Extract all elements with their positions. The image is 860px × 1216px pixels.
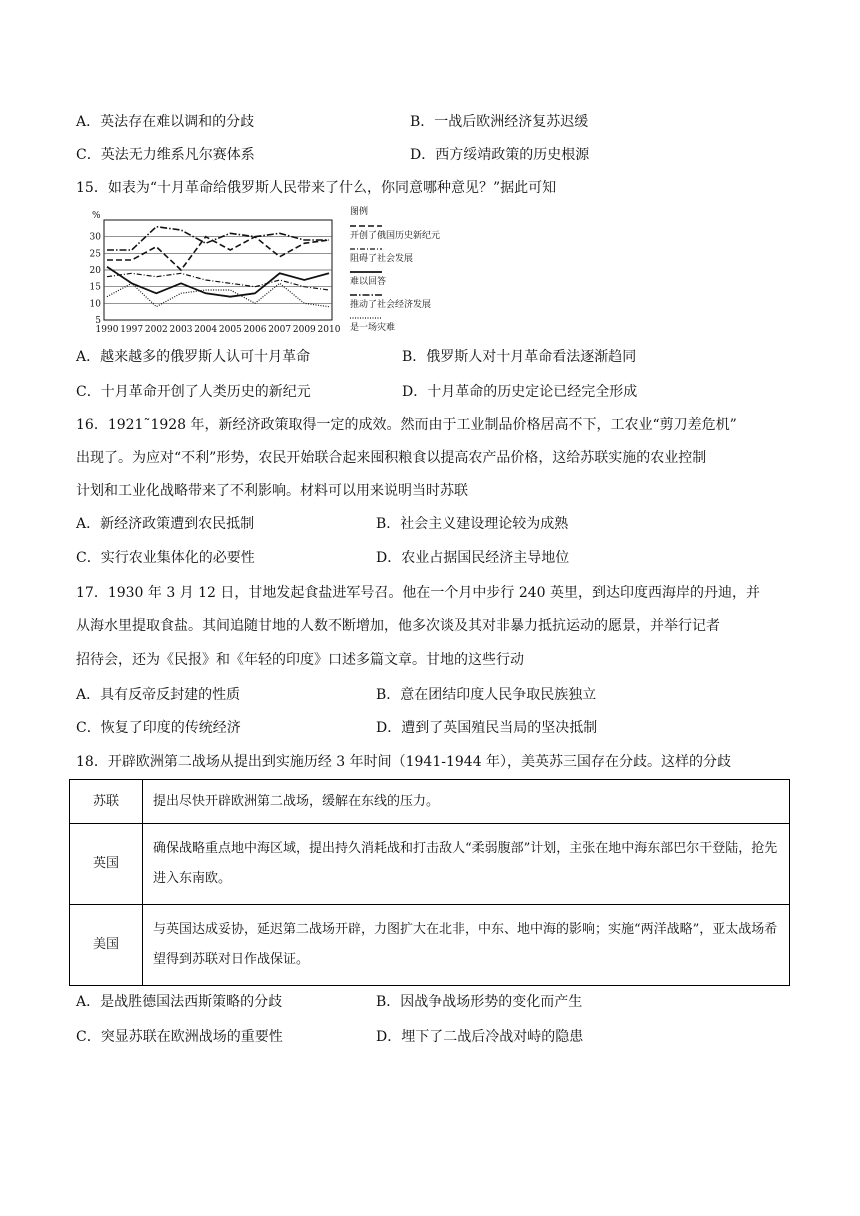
legend-item-5: [350, 313, 490, 336]
legend-label-2: 阻碍了社会发展: [350, 254, 414, 264]
table-cell-country: 苏联: [70, 780, 143, 824]
x-tick-label: 2009: [292, 325, 316, 335]
q17-option-b: B．意在团结印度人民争取民族独立: [376, 687, 597, 703]
q15-option-d: D．十月革命的历史定论已经完全形成: [402, 384, 638, 400]
q17-line-2: 从海水里提取食盐。其间追随甘地的人数不断增加，他多次谈及其对非暴力抵抗运动的愿景，并举行记者: [76, 618, 720, 634]
q17-option-c: C．恢复了印度的传统经济: [76, 720, 241, 736]
x-tick-label: 2003: [169, 325, 193, 335]
y-tick-label: 25: [89, 249, 101, 260]
q16-option-d: D．农业占据国民经济主导地位: [376, 550, 570, 566]
legend-label-3: 难以回答: [350, 277, 387, 287]
q18-option-d: D．埋下了二战后冷战对峙的隐患: [376, 1029, 584, 1045]
legend-swatch-dashdot: [350, 244, 440, 254]
chart-svg: [86, 208, 346, 338]
y-tick-label: 15: [89, 282, 101, 293]
q18-option-b: B．因战争战场形势的变化而产生: [376, 994, 583, 1010]
x-tick-label: 1990: [95, 325, 119, 335]
x-tick-label: 2010: [317, 325, 341, 335]
q14-option-b: B．一战后欧洲经济复苏迟缓: [410, 114, 589, 130]
legend-title: 图例: [350, 207, 369, 217]
y-tick-label: 10: [89, 299, 101, 310]
legend-item-1: [350, 221, 490, 244]
q14-option-c: C．英法无力维系凡尔赛体系: [76, 147, 255, 163]
series-line-4: [107, 227, 329, 250]
table-cell-country: 英国: [70, 824, 143, 905]
x-tick-label: 2005: [218, 325, 242, 335]
q15-option-a: A．越来越多的俄罗斯人认可十月革命: [76, 349, 311, 365]
q14-option-a: A．英法存在难以调和的分歧: [76, 114, 255, 130]
q15-option-c: C．十月革命开创了人类历史的新纪元: [76, 384, 311, 400]
legend-swatch-dotted: [350, 313, 440, 323]
table-cell-country: 美国: [70, 905, 143, 986]
legend-label-4: 推动了社会经济发展: [350, 300, 432, 310]
q16-option-b: B．社会主义建设理论较为成熟: [376, 516, 569, 532]
table-cell-text: 提出尽快开辟欧洲第二战场，缓解在东线的压力。: [143, 780, 790, 824]
q18-option-c: C．突显苏联在欧洲战场的重要性: [76, 1029, 283, 1045]
x-tick-label: 2006: [243, 325, 267, 335]
legend-swatch-dashed: [350, 221, 440, 231]
q18-table: [69, 779, 790, 986]
x-tick-label: 1997: [120, 325, 144, 335]
legend-label-1: 开创了俄国历史新纪元: [350, 231, 441, 241]
y-tick-label: 5: [95, 316, 101, 326]
table-row: [70, 824, 790, 905]
q17-option-a: A．具有反帝反封建的性质: [76, 687, 241, 703]
table-row: [70, 780, 790, 824]
legend-swatch-solid: [350, 267, 440, 277]
legend-label-5: 是一场灾难: [350, 323, 396, 333]
q18-stem: 18．开辟欧洲第二战场从提出到实施历经 3 年时间（1941-1944 年），美英苏三国存在分歧。这样的分歧: [76, 754, 732, 770]
q14-option-d: D．西方绥靖政策的历史根源: [410, 147, 590, 163]
legend-item-4: [350, 290, 490, 313]
y-tick-label: 30: [89, 232, 101, 243]
q15-option-b: B．俄罗斯人对十月革命看法逐渐趋同: [402, 349, 637, 365]
table-cell-text: 确保战略重点地中海区域，提出持久消耗战和打击敌人“柔弱腹部”计划，主张在地中海东部巴尔干登陆，抢先进入东南欧。: [143, 824, 790, 905]
q16-option-a: A．新经济政策遭到农民抵制: [76, 516, 255, 532]
q16-line-1: 16．1921˜1928 年，新经济政策取得一定的成效。然而由于工业制品价格居高不下，工农业“剪刀差危机”: [76, 417, 737, 433]
x-tick-label: 2002: [144, 325, 168, 335]
chart-legend: [350, 207, 490, 336]
q17-line-3: 招待会，还为《民报》和《年轻的印度》口述多篇文章。甘地的这些行动: [76, 652, 524, 668]
q15-stem: 15．如表为“十月革命给俄罗斯人民带来了什么，你同意哪种意见？”据此可知: [76, 180, 557, 196]
x-tick-label: 2004: [194, 325, 218, 335]
q17-option-d: D．遭到了英国殖民当局的坚决抵制: [376, 720, 598, 736]
q16-line-3: 计划和工业化战略带来了不利影响。材料可以用来说明当时苏联: [76, 483, 468, 499]
legend-item-3: [350, 267, 490, 290]
q16-line-2: 出现了。为应对“不利”形势，农民开始联合起来囤积粮食以提高农产品价格，这给苏联实施的农业控制: [76, 450, 707, 466]
table-row: [70, 905, 790, 986]
legend-swatch-dashdot2: [350, 290, 440, 300]
x-tick-label: 2007: [268, 325, 292, 335]
y-axis-label: %: [92, 211, 101, 221]
legend-item-2: [350, 244, 490, 267]
q18-option-a: A．是战胜德国法西斯策略的分歧: [76, 994, 283, 1010]
q17-line-1: 17．1930 年 3 月 12 日，甘地发起食盐进军号召。他在一个月中步行 240 英里，到达印度西海岸的丹迪，并: [76, 585, 761, 601]
q16-option-c: C．实行农业集体化的必要性: [76, 550, 255, 566]
y-tick-label: 20: [89, 266, 101, 276]
table-cell-text: 与英国达成妥协，延迟第二战场开辟，力图扩大在北非，中东、地中海的影响；实施“两洋战略”，亚太战场希望得到苏联对日作战保证。: [143, 905, 790, 986]
